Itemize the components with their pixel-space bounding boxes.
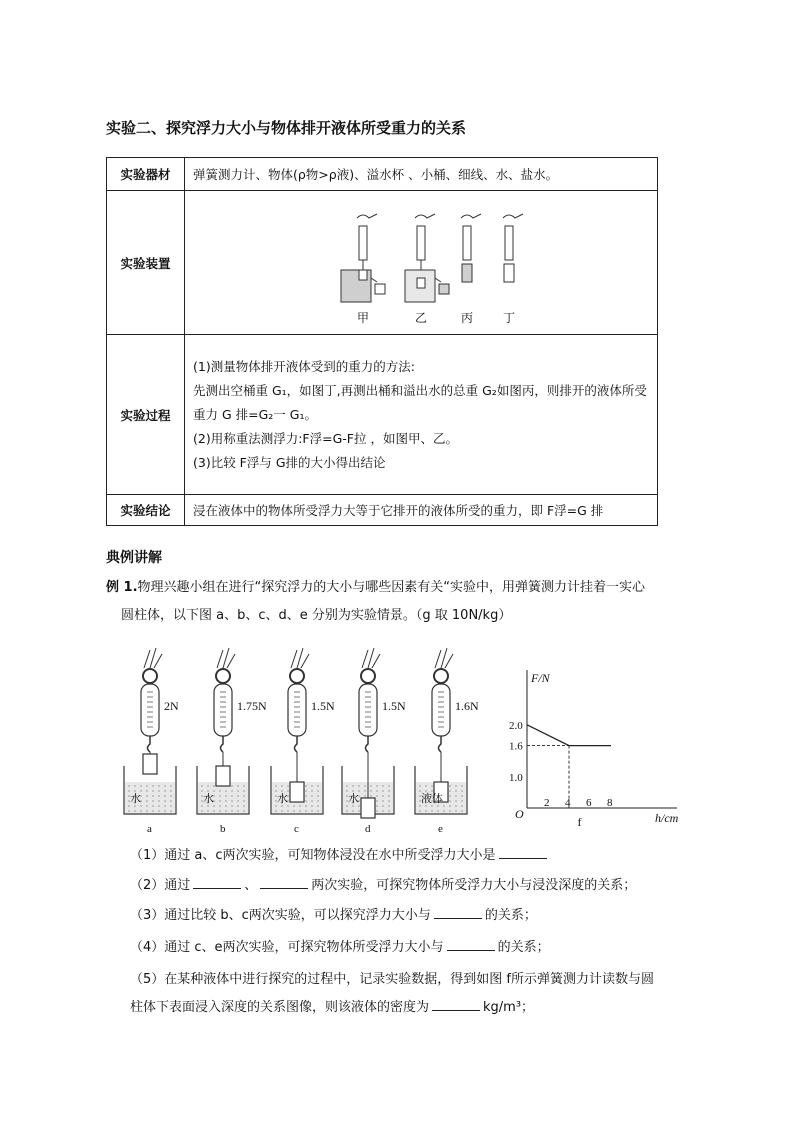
procedure-text [185,335,658,495]
series-line [527,725,611,746]
question-4 [130,934,690,962]
scale-reading-b: 1.75N [237,699,267,713]
hand-icon [362,648,380,668]
y-tick-label: 1.0 [509,771,523,784]
x-tick-label: 2 [544,797,550,809]
origin-label: O [515,807,524,821]
x-tick-label: 6 [586,797,592,809]
procedure-line-3: (2)用称重法测浮力:F浮=G-F拉 ，如图甲、乙。 [193,430,458,446]
answer-blank-1[interactable] [499,846,547,859]
label-conclusion: 实验结论 [107,495,185,526]
section-title: 实验二、探究浮力大小与物体排开液体所受重力的关系 [106,119,467,137]
caption-jia: 甲 [357,310,370,325]
cylinder [143,754,157,774]
bucket-a [375,284,385,294]
x-tick-label: 8 [607,797,613,809]
label-procedure: 实验过程 [107,335,185,495]
question-1 [130,842,690,870]
question-2-text-b: 、 [244,878,258,893]
setup-label-a: a [147,823,152,835]
hook-icon [439,736,442,752]
question-4-text-b: 的关系； [497,940,550,955]
example-label: 例 1. [106,580,138,595]
hook-icon [148,736,151,752]
bucket-b [439,284,449,294]
apparatus-drawing [333,198,533,328]
example-text-2: 圆柱体，以下图 a、b、c、d、e 分别为实验情景。（g 取 10N/kg） [121,608,512,623]
setup-label-b: b [220,823,226,835]
setup-a [124,648,179,835]
cylinder [361,798,375,818]
spring-scale-a [359,226,367,260]
ring-icon [434,669,448,683]
apparatus-figure [185,191,658,335]
question-1-text: （1）通过 a、c两次实验，可知物体浸没在水中所受浮力大小是 [130,848,496,863]
materials-text: 弹簧测力计、物体(ρ物>ρ液)、溢水杯 、小桶、细线、水、盐水。 [185,158,658,191]
liquid-label: 水 [348,792,359,805]
cylinder [216,766,230,786]
example-text-1: 物理兴趣小组在进行“探究浮力的大小与哪些因素有关“实验中，用弹簧测力计挂着一实心 [137,580,645,595]
question-3-text-a: （3）通过比较 b、c两次实验，可以探究浮力大小与 [130,908,431,923]
label-materials: 实验器材 [107,158,185,191]
y-tick-label: 2.0 [509,719,523,732]
spring-scale-b [417,226,425,260]
answer-blank-2a[interactable] [193,876,241,889]
ring-icon [361,669,375,683]
scale-reading-d: 1.5N [382,699,406,713]
example-1 [106,574,694,630]
label-apparatus: 实验装置 [107,191,185,335]
figure-label-f: f [577,815,582,829]
hand-icon [435,648,453,668]
liquid-label: 水 [130,792,141,805]
hook-icon [295,736,298,752]
x-axis-label: h/cm [655,811,679,825]
hook-icon [366,736,369,752]
scale-reading-e: 1.6N [455,699,479,713]
cylinder [290,782,304,802]
setup-label-e: e [438,823,443,835]
question-3-text-b: 的关系； [484,908,537,923]
caption-yi: 乙 [415,310,428,325]
setup-b [197,648,267,835]
setup-e [415,648,479,835]
conclusion-text: 浸在液体中的物体所受浮力大等于它排开的液体所受的重力，即 F浮=G 排 [185,495,658,526]
answer-blank-4[interactable] [447,938,495,951]
experiment-table [106,157,658,526]
y-axis-label: F/N [531,671,550,685]
bucket-d [504,264,514,282]
ring-icon [143,669,157,683]
scale-reading-c: 1.5N [311,699,335,713]
setup-label-d: d [365,823,371,835]
y-tick-label: 1.6 [509,740,523,753]
answer-blank-5[interactable] [432,998,480,1011]
liquid-label: 液体 [421,792,443,805]
ring-icon [216,669,230,683]
procedure-line-2: 先测出空桶重 G₁，如图丁,再测出桶和溢出水的总重 G₂如图丙，则排开的液体所受重力 G 排=G₂一 G₁。 [193,382,647,422]
question-5-text-b: 柱体下表面浸入深度的关系图像，则该液体的密度为 [130,1000,430,1015]
figure-svg [115,640,695,840]
bucket-c [462,264,472,282]
caption-ding: 丁 [503,310,516,325]
procedure-line-4: (3)比较 F浮与 G排的大小得出结论 [193,454,386,470]
hand-icon [357,214,377,218]
spring-scale-c [463,226,471,260]
hook-icon [221,736,224,752]
experiment-figure [115,640,695,844]
caption-bing: 丙 [461,310,474,325]
liquid-label: 水 [277,792,288,805]
answer-blank-2b[interactable] [260,876,308,889]
hand-icon [144,648,162,668]
procedure-line-1: (1)测量物体排开液体受到的重力的方法: [193,358,415,374]
question-2 [130,872,690,900]
answer-blank-3[interactable] [434,906,482,919]
question-5-text-c: kg/m³； [483,1000,535,1015]
setup-c [271,648,335,835]
question-2-text-a: （2）通过 [130,878,191,893]
x-tick-label: 4 [565,797,571,809]
chart-f [509,670,679,829]
setup-d [342,648,406,835]
hand-icon [217,648,235,668]
question-5 [130,966,690,1022]
question-3 [130,902,690,930]
question-2-text-c: 两次实验，可探究物体所受浮力大小与浸没深度的关系； [311,878,637,893]
scale-reading-a: 2N [164,699,179,713]
ring-icon [290,669,304,683]
spring-scale-d [505,226,513,260]
liquid-label: 水 [203,792,214,805]
question-4-text-a: （4）通过 c、e两次实验，可探究物体所受浮力大小与 [130,940,444,955]
question-5-text-a: （5）在某种液体中进行探究的过程中，记录实验数据，得到如图 f所示弹簧测力计读数与圆 [130,972,654,987]
setup-label-c: c [294,823,299,835]
section-heading: 典例讲解 [106,550,162,566]
hand-icon [291,648,309,668]
